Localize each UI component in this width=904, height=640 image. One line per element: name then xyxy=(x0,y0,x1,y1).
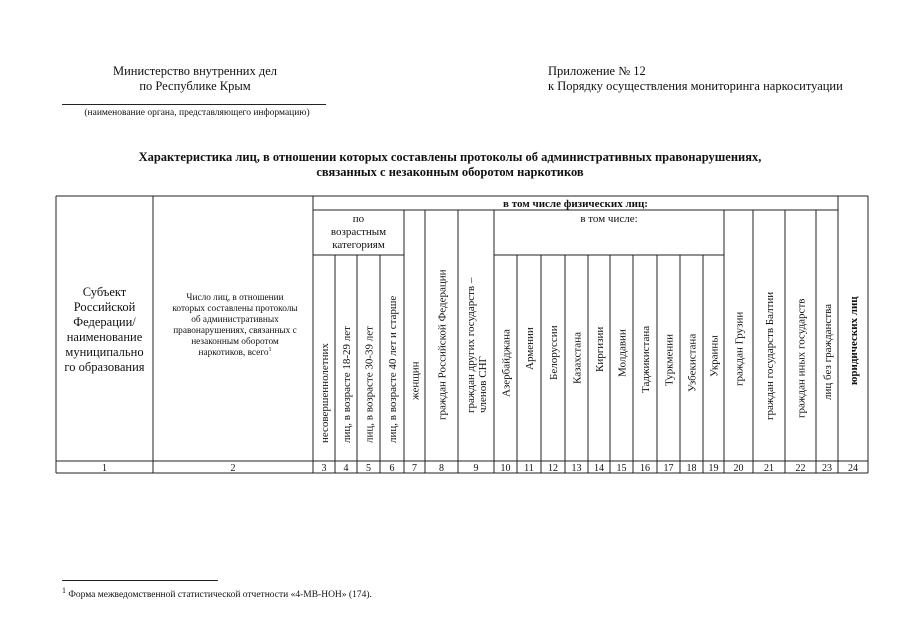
column-header-vertical: лиц, в возрасте 30-39 лет xyxy=(363,326,376,443)
column-header-vertical: лиц, в возрасте 40 лет и старше xyxy=(387,295,399,443)
column-number: 23 xyxy=(822,463,832,474)
column-number: 12 xyxy=(548,463,558,474)
subject-header-line: Федерации/ xyxy=(73,315,136,329)
appendix-line-2: к Порядку осуществления мониторинга наркоситуации xyxy=(548,79,843,93)
title-line-1: Характеристика лиц, в отношении которых составлены протоколы об административных правонарушениях, xyxy=(138,150,762,164)
column-number: 19 xyxy=(708,463,719,474)
column-number: 11 xyxy=(524,463,534,474)
column-header-vertical: Белоруссии xyxy=(548,325,560,380)
column-number: 6 xyxy=(389,463,395,474)
column-number: 22 xyxy=(795,463,806,474)
subject-header-line: муниципально xyxy=(65,345,144,359)
column-number: 15 xyxy=(616,463,627,474)
total-header-line: Число лиц, в отношении xyxy=(186,293,284,303)
subject-header-line: го образования xyxy=(64,360,145,374)
column-number: 17 xyxy=(663,463,674,474)
column-header-vertical: Молдавии xyxy=(616,329,629,377)
column-number: 4 xyxy=(343,463,349,474)
total-header-line: которых составлены протоколы xyxy=(172,304,298,314)
physical-persons-header: в том числе физических лиц: xyxy=(503,198,648,210)
column-header-vertical: Армении xyxy=(524,327,536,370)
column-number: 10 xyxy=(500,463,511,474)
age-categories-header-line: категориям xyxy=(332,239,385,251)
column-header-vertical: Украины xyxy=(708,335,721,377)
total-header-line: правонарушениях, связанных с xyxy=(173,326,297,336)
column-header-vertical: женщин xyxy=(409,361,422,400)
including-header: в том числе: xyxy=(580,213,638,225)
column-header-vertical: лиц без гражданства xyxy=(822,303,834,400)
column-header-vertical: несовершеннолетних xyxy=(319,343,331,443)
ministry-line-2: по Республике Крым xyxy=(139,79,251,93)
ministry-line-1: Министерство внутренних дел xyxy=(112,64,278,78)
column-number: 5 xyxy=(366,463,371,474)
age-categories-header-line: по xyxy=(352,213,365,225)
column-number: 1 xyxy=(102,463,107,474)
footnote-text: Форма межведомственной статистической отчетности «4-МВ-НОН» (174). xyxy=(65,590,372,601)
column-header-vertical: Киргизии xyxy=(594,326,606,372)
column-header-vertical: граждан иных государств xyxy=(795,298,808,418)
column-number: 20 xyxy=(733,463,744,474)
column-header-vertical: Туркмении xyxy=(663,333,676,386)
column-header-vertical: граждан Российской Федерации xyxy=(436,269,449,420)
column-header-vertical: Узбекистана xyxy=(686,333,699,392)
column-header-vertical: юридических лиц xyxy=(848,296,860,385)
column-number: 3 xyxy=(321,463,327,474)
footnote-marker: 1 xyxy=(62,586,66,595)
column-number: 14 xyxy=(594,463,604,474)
age-categories-header-line: возрастным xyxy=(330,226,387,238)
subject-header-line: Субъект xyxy=(82,285,127,299)
total-header-line: незаконным оборотом xyxy=(191,337,279,347)
footnote-rule xyxy=(62,580,218,581)
column-header-vertical: граждан других государств – xyxy=(465,277,477,413)
subject-header-line: Российской xyxy=(73,300,136,314)
column-header-vertical: граждан Грузии xyxy=(733,311,746,386)
column-header-vertical: лиц, в возрасте 18-29 лет xyxy=(341,326,353,443)
column-number: 9 xyxy=(473,463,479,474)
column-number: 21 xyxy=(764,463,774,474)
subject-header-line: наименование xyxy=(66,330,143,344)
column-header-vertical: членов СНГ xyxy=(477,356,489,413)
column-header-vertical: граждан государств Балтии xyxy=(764,291,776,420)
column-header-vertical: Таджикистана xyxy=(640,325,652,393)
total-header-line: об административных xyxy=(191,315,279,325)
column-number: 24 xyxy=(848,463,858,474)
column-number: 13 xyxy=(571,463,582,474)
appendix-line-1: Приложение № 12 xyxy=(548,64,646,78)
column-header-vertical: Азербайджана xyxy=(500,329,513,397)
total-header-line: наркотиков, всего$^1$ xyxy=(198,347,272,358)
column-number: 18 xyxy=(686,463,697,474)
total-header-footnote-ref: 1 xyxy=(268,347,272,353)
title-line-2: связанных с незаконным оборотом наркотиков xyxy=(316,165,584,179)
footnote xyxy=(62,586,372,600)
organ-caption: (наименование органа, представляющего информацию) xyxy=(84,108,310,118)
column-number: 16 xyxy=(640,463,650,474)
column-number: 8 xyxy=(439,463,444,474)
column-number: 2 xyxy=(230,463,236,474)
column-number: 7 xyxy=(412,463,417,474)
column-header-vertical: Казахстана xyxy=(571,332,584,384)
